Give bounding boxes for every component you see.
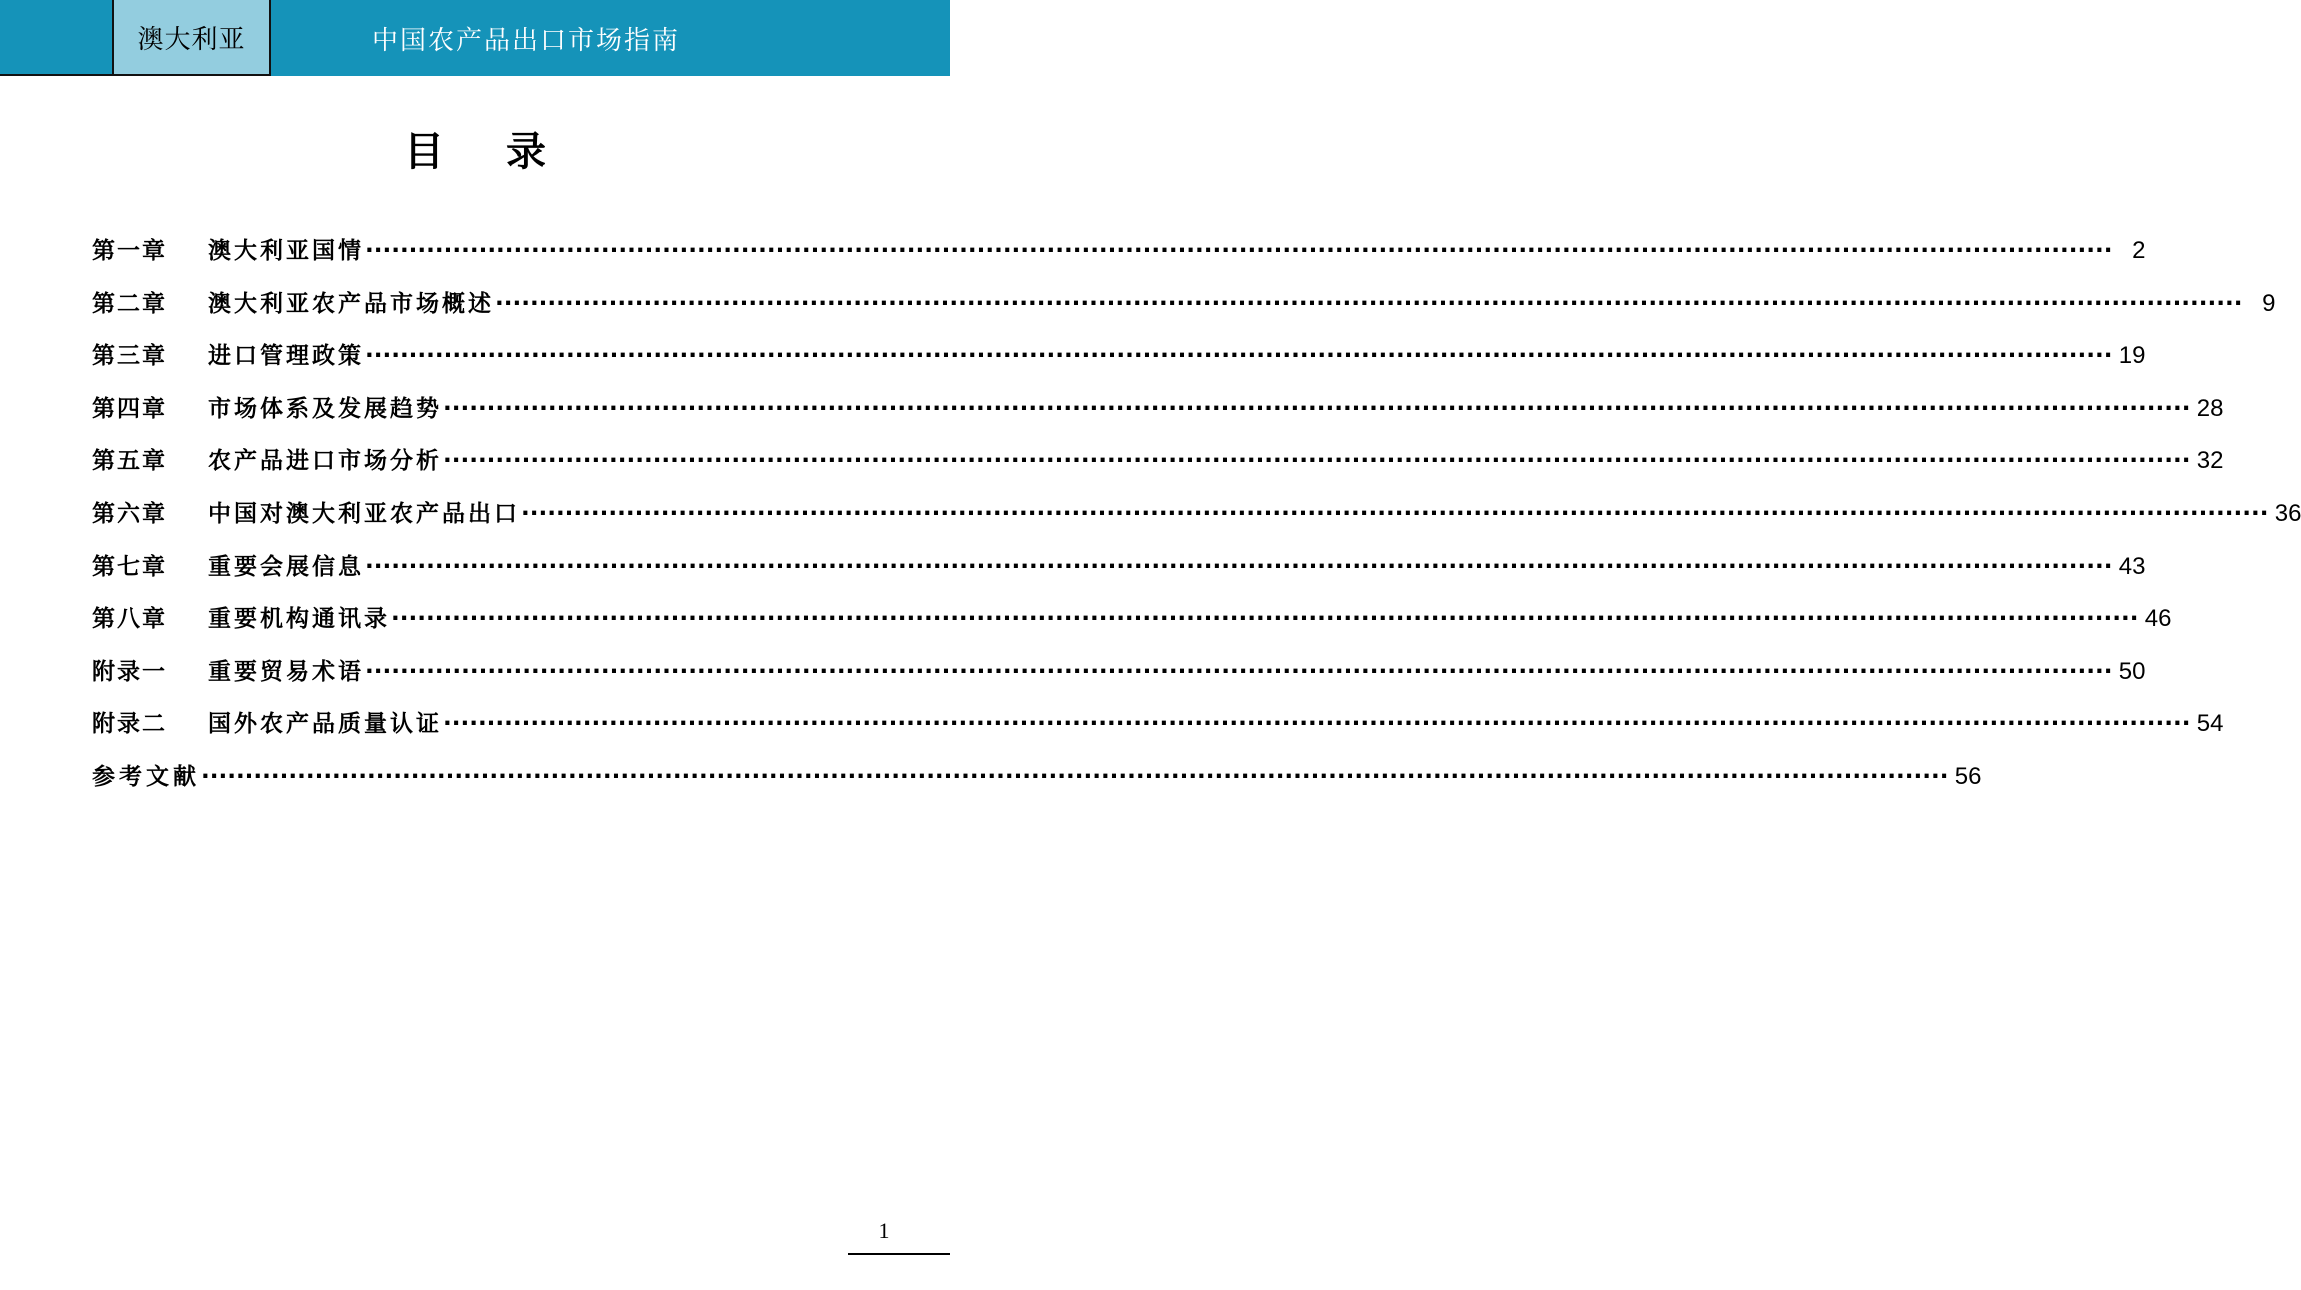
toc-entry-chapter: 附录一 — [92, 658, 167, 685]
toc-entry-chapter: 第一章 — [92, 238, 167, 264]
toc-entry-chapter: 第四章 — [92, 395, 167, 422]
toc-dot-leader: ········································································································································································································ — [201, 763, 1949, 790]
toc-entry-page: 32 — [2196, 447, 2224, 475]
toc-dot-leader: ········································································································································································································ — [391, 606, 2139, 633]
toc-entry-chapter: 附录二 — [92, 711, 167, 738]
toc-dot-leader: ········································································································································································································ — [365, 238, 2113, 264]
toc-entry-chapter: 第二章 — [92, 290, 167, 317]
toc-entry-page: 19 — [2118, 342, 2146, 370]
toc-dot-leader: ········································································································································································································ — [443, 711, 2191, 738]
header-title: 中国农产品出口市场指南 — [371, 25, 680, 56]
toc-entry-chapter: 第六章 — [92, 500, 167, 527]
toc-entry-page: 9 — [2262, 289, 2276, 317]
toc-entry[interactable] — [92, 337, 2146, 390]
toc-entry-title: 市场体系及发展趋势 — [208, 395, 442, 422]
toc-entry[interactable] — [92, 758, 1982, 811]
toc-dot-leader: ········································································································································································································ — [443, 395, 2191, 422]
page-number: 1 — [878, 1218, 890, 1243]
toc-entry-title: 重要机构通讯录 — [208, 606, 390, 633]
toc-entry-page: 36 — [2274, 499, 2301, 527]
toc-entry[interactable] — [92, 285, 2276, 338]
toc-entry-page: 54 — [2196, 710, 2224, 738]
toc-dot-leader: ········································································································································································································ — [521, 500, 2269, 527]
toc-entry-chapter: 第八章 — [92, 606, 167, 633]
toc-entry-page: 2 — [2132, 237, 2146, 264]
toc-entry-title: 重要贸易术语 — [208, 658, 364, 685]
toc-heading: 目录 — [404, 129, 608, 175]
toc-entry[interactable] — [92, 442, 2224, 495]
toc-entry-title: 澳大利亚农产品市场概述 — [208, 290, 494, 317]
toc-entry-page: 28 — [2196, 394, 2224, 422]
toc-entry[interactable] — [92, 495, 2301, 548]
toc-entry-chapter: 第三章 — [92, 343, 167, 370]
header-bar — [0, 0, 950, 76]
toc-entry-chapter: 第七章 — [92, 553, 167, 580]
toc-entry-chapter: 第五章 — [92, 448, 167, 475]
header-country-tab: 澳大利亚 — [114, 0, 271, 76]
toc-dot-leader: ········································································································································································································ — [443, 448, 2191, 475]
toc-entry-title: 中国对澳大利亚农产品出口 — [208, 500, 520, 527]
toc-entry-title: 澳大利亚国情 — [208, 238, 364, 264]
toc-entry[interactable] — [92, 548, 2146, 601]
toc-dot-leader: ········································································································································································································ — [365, 553, 2113, 580]
toc-entry-page: 50 — [2118, 657, 2146, 685]
toc-dot-leader: ········································································································································································································ — [365, 343, 2113, 370]
toc-entry-title: 进口管理政策 — [208, 343, 364, 370]
toc-entry-title: 重要会展信息 — [208, 553, 364, 580]
toc-entry[interactable] — [92, 232, 2146, 285]
table-of-contents — [92, 232, 2301, 811]
page-number-rule — [848, 1253, 950, 1255]
toc-entry[interactable] — [92, 705, 2224, 758]
toc-entry-page: 56 — [1954, 762, 1982, 790]
toc-entry-page: 46 — [2144, 605, 2172, 633]
toc-entry[interactable] — [92, 390, 2224, 443]
toc-entry-title: 国外农产品质量认证 — [208, 711, 442, 738]
toc-entry[interactable] — [92, 600, 2172, 653]
toc-entry-title: 农产品进口市场分析 — [208, 448, 442, 475]
toc-entry-page: 43 — [2118, 552, 2146, 580]
toc-entry-title: 参考文献 — [92, 763, 200, 790]
header-left-block — [0, 0, 114, 76]
toc-dot-leader: ········································································································································································································ — [495, 290, 2243, 317]
toc-entry[interactable] — [92, 653, 2146, 706]
toc-dot-leader: ········································································································································································································ — [365, 658, 2113, 685]
